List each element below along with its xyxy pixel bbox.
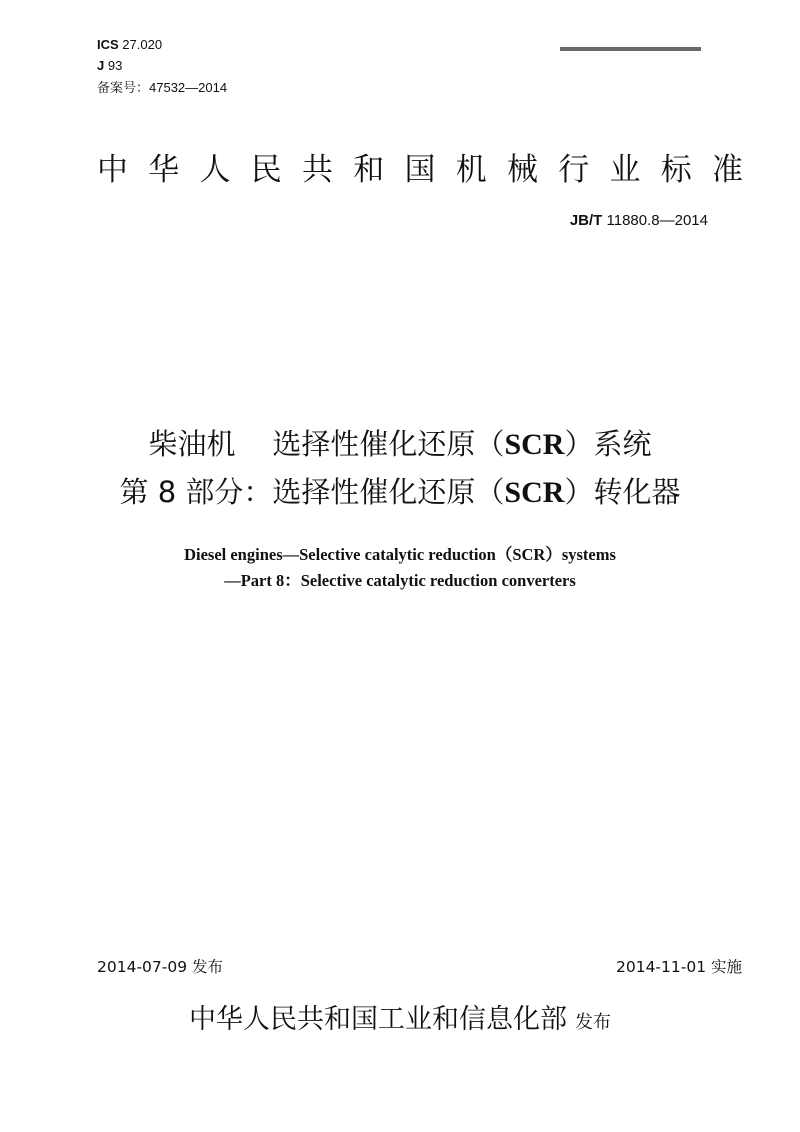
title-cn-line1-text: 选择性催化还原（ <box>272 427 505 461</box>
classification-label: J <box>97 58 105 73</box>
standard-type-title <box>97 150 743 190</box>
title-cn-line1 <box>0 424 800 465</box>
standard-title-char: 和 <box>353 152 385 188</box>
standard-title-char: 业 <box>609 152 641 188</box>
standard-title-char: 华 <box>148 152 180 188</box>
issuer-name: 中华人民共和国工业和信息化部 <box>189 1004 567 1035</box>
record-value: 47532—2014 <box>149 80 228 95</box>
standard-title-char: 械 <box>507 152 538 188</box>
standard-title-char: 行 <box>558 152 590 188</box>
standard-title-char: 准 <box>712 152 743 188</box>
title-cn-line1-end: ）系统 <box>564 427 652 461</box>
standard-code-prefix: JB/T <box>569 212 603 229</box>
header-rule <box>560 47 701 51</box>
title-cn-line1-subject: 柴油机 <box>148 427 236 461</box>
classification-number <box>97 59 122 72</box>
standard-title-char: 标 <box>660 152 692 188</box>
standard-code <box>570 212 708 230</box>
classification-value: 93 <box>107 58 123 73</box>
title-cn-line2-abbr: SCR <box>504 476 565 509</box>
standard-title-char: 国 <box>404 152 436 188</box>
ics-value: 27.020 <box>122 37 163 52</box>
title-cn-line2-end: ）转化器 <box>564 475 681 509</box>
title-en-line2: —Part 8：Selective catalytic reduction converters <box>224 571 576 590</box>
record-label: 备案号： <box>97 80 150 95</box>
implement-date: 2014-11-01 实施 <box>615 958 742 976</box>
ics-number <box>97 38 162 51</box>
publish-date: 2014-07-09 发布 <box>97 958 224 976</box>
title-en-line1: Diesel engines—Selective catalytic reduction（SCR）systems <box>184 545 616 564</box>
title-cn-line2-text: 第 8 部分：选择性催化还原（ <box>119 475 505 509</box>
title-cn-line2 <box>0 472 800 513</box>
standard-title-char: 民 <box>250 152 282 188</box>
issuing-authority <box>0 1000 800 1043</box>
record-number <box>97 81 227 94</box>
standard-title-char: 人 <box>199 152 231 188</box>
ics-label: ICS <box>97 37 119 52</box>
issuer-suffix: 发布 <box>575 1012 611 1033</box>
standard-title-char: 中 <box>97 152 128 188</box>
standard-title-char: 机 <box>455 152 487 188</box>
standard-title-char: 共 <box>302 152 333 188</box>
standard-code-number: 11880.8—2014 <box>606 212 708 229</box>
title-cn-line1-abbr: SCR <box>504 428 565 461</box>
